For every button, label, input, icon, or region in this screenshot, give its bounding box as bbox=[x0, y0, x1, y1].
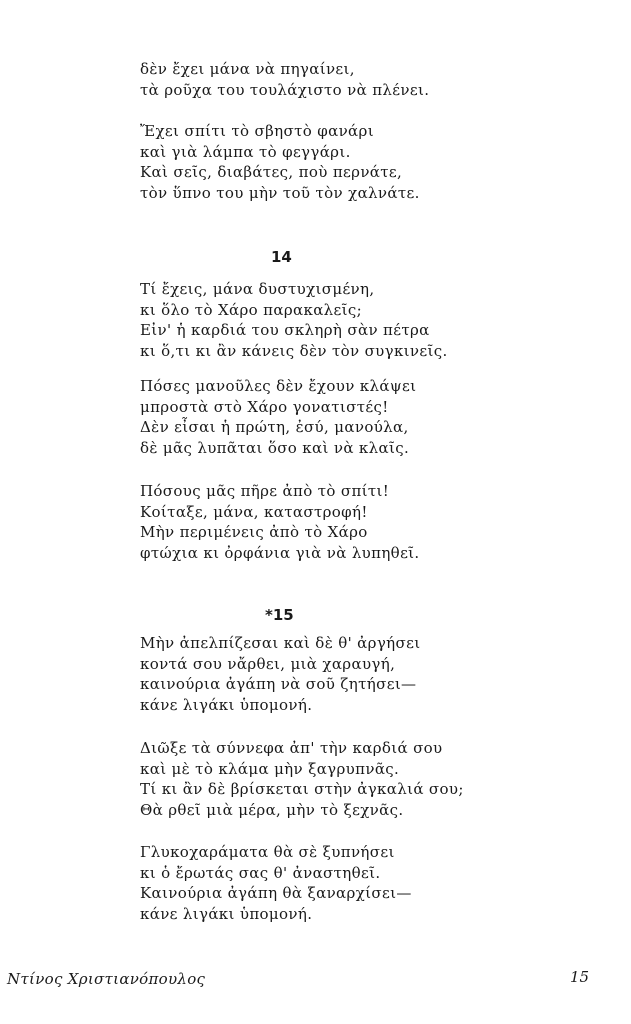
poem-line: Καινούρια ἀγάπη θὰ ξαναρχίσει— bbox=[140, 884, 412, 902]
poem-line: Δὲν εἶσαι ἡ πρώτη, ἐσύ, μανούλα, bbox=[140, 418, 409, 436]
poem-line: Ἔχει σπίτι τὸ σβηστὸ φανάρι bbox=[140, 122, 374, 140]
poem-line: Πόσους μᾶς πῆρε ἀπὸ τὸ σπίτι! bbox=[140, 482, 390, 500]
author-name: Ντίνος Χριστιανόπουλος bbox=[7, 970, 206, 988]
poem-line: Διῶξε τὰ σύννεφα ἀπ' τὴν καρδιά σου bbox=[140, 739, 443, 757]
stanza bbox=[140, 481, 420, 563]
stanza bbox=[140, 279, 448, 361]
poem-line: μπροστὰ στὸ Χάρο γονατιστές! bbox=[140, 397, 389, 416]
stanza bbox=[140, 59, 429, 100]
poem-line: Μὴν περιμένεις ἀπὸ τὸ Χάρο bbox=[140, 523, 368, 541]
poem-line: δὲ μᾶς λυπᾶται ὅσο καὶ νὰ κλαῖς. bbox=[140, 438, 410, 457]
poem-number-14: 14 bbox=[271, 248, 292, 266]
poem-line: Πόσες μανοῦλες δὲν ἔχουν κλάψει bbox=[140, 377, 417, 395]
poem-line: κι ὁ ἔρωτάς σας θ' ἀναστηθεῖ. bbox=[140, 863, 381, 882]
poem-line: κάνε λιγάκι ὑπομονή. bbox=[140, 904, 313, 923]
poem-number-15: *15 bbox=[265, 606, 294, 624]
stanza bbox=[140, 376, 416, 458]
poem-line: Θὰ ρθεῖ μιὰ μέρα, μὴν τὸ ξεχνᾶς. bbox=[140, 800, 404, 819]
poem-line: φτώχια κι ὀρφάνια γιὰ νὰ λυπηθεῖ. bbox=[140, 543, 420, 562]
stanza bbox=[140, 121, 420, 203]
poem-line: κι ὅ,τι κι ἂν κάνεις δὲν τὸν συγκινεῖς. bbox=[140, 341, 448, 360]
poem-line: τὸν ὕπνο του μὴν τοῦ τὸν χαλνάτε. bbox=[140, 183, 420, 202]
poem-line: καὶ γιὰ λάμπα τὸ φεγγάρι. bbox=[140, 142, 351, 161]
poem-line: Τί κι ἂν δὲ βρίσκεται στὴν ἀγκαλιά σου; bbox=[140, 780, 464, 798]
stanza bbox=[140, 633, 420, 715]
poem-line: κάνε λιγάκι ὑπομονή. bbox=[140, 695, 313, 714]
poem-line: καὶ μὲ τὸ κλάμα μὴν ξαγρυπνᾶς. bbox=[140, 759, 400, 778]
stanza bbox=[140, 842, 412, 924]
poem-line: Κοίταξε, μάνα, καταστροφή! bbox=[140, 502, 368, 521]
poem-line: κοντά σου νἄρθει, μιὰ χαραυγή, bbox=[140, 654, 396, 673]
poem-line: δὲν ἔχει μάνα νὰ πηγαίνει, bbox=[140, 60, 355, 78]
poem-line: Τί ἔχεις, μάνα δυστυχισμένη, bbox=[140, 280, 375, 298]
poem-line: κι ὅλο τὸ Χάρο παρακαλεῖς; bbox=[140, 300, 363, 319]
poem-line: καινούρια ἀγάπη νὰ σοῦ ζητήσει— bbox=[140, 675, 417, 693]
poem-line: τὰ ροῦχα του τουλάχιστο νὰ πλένει. bbox=[140, 80, 430, 99]
page-number: 15 bbox=[570, 968, 590, 986]
stanza bbox=[140, 738, 464, 820]
poem-line: Καὶ σεῖς, διαβάτες, ποὺ περνάτε, bbox=[140, 163, 403, 181]
poem-line: Μὴν ἀπελπίζεσαι καὶ δὲ θ' ἀργήσει bbox=[140, 634, 421, 652]
poem-line: Εἰν' ἡ καρδιά του σκληρὴ σὰν πέτρα bbox=[140, 321, 430, 339]
poem-line: Γλυκοχαράματα θὰ σὲ ξυπνήσει bbox=[140, 843, 395, 861]
